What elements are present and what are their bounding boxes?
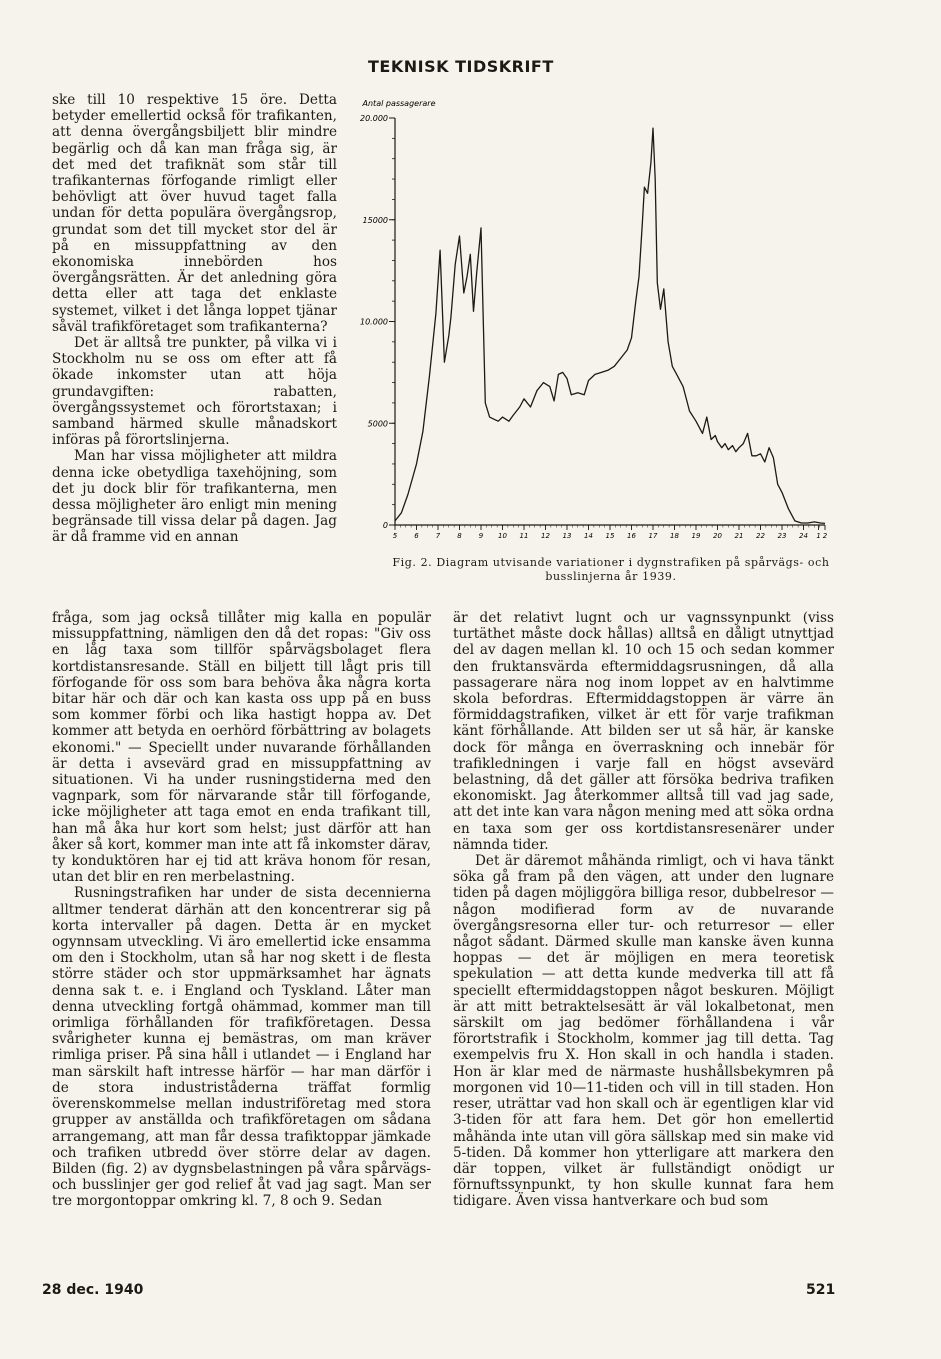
x-tick-label: 11 bbox=[519, 532, 529, 540]
y-tick-label: 15000 bbox=[362, 215, 388, 225]
journal-title: TEKNISK TIDSKRIFT bbox=[368, 57, 554, 76]
y-tick-label: 20.000 bbox=[360, 114, 388, 123]
x-tick-label: 17 bbox=[648, 532, 658, 540]
x-tick-label: 14 bbox=[584, 532, 593, 540]
paragraph: Man har vissa möjligheter att mildra denna icke obetydliga taxehöjning, som det ju dock blir för trafikanterna, men dessa möjligheter äro enligt min mening begränsade till vissa delar på dagen. Jag är då framme vid en annan bbox=[52, 448, 337, 546]
y-tick-label: 0 bbox=[382, 521, 388, 530]
paragraph: Det är däremot måhända rimligt, och vi hava tänkt söka gå fram på den vägen, att under den lugnare tiden på dagen möjliggöra billiga resor, dubbelresor — någon modifierad form av de nuvarande övergångsresorna eller tur- och returresor — eller något sådant. Därmed skulle man kanske även kunna hoppas — det är möjligen en mera teoretisk spekulation — att detta kunde medverka till att få speciellt eftermiddagstoppen något beskuren. Möjligt är att mitt betraktelsesätt är väl lokalbetonat, men särskilt om jag bedömer förhållandena i vår förortstrafik i Stockholm, kommer jag till detta. Tag exempelvis fru X. Hon skall in och handla i staden. Hon är klar med de närmaste hushållsbekymren på morgonen vid 10—11-tiden och vill in till staden. Hon reser, uträttar vad hon skall och är egentligen klar vid 3-tiden för att fara hem. Det gör hon emellertid måhända inte utan vill göra sällskap med sin make vid 5-tiden. Då kommer hon ytterligare att markera den där toppen, vilket är fullständigt onödigt ur förnuftssynpunkt, ty hon skulle kunnat fara hem tidigare. Även vissa hantverkare och bud som bbox=[453, 853, 834, 1210]
x-tick-label: 6 bbox=[414, 532, 419, 540]
text-column-left-top bbox=[52, 92, 337, 546]
figure-caption: Fig. 2. Diagram utvisande variationer i dygnstrafiken på spårvägs- och busslinjerna år 1939. bbox=[392, 556, 830, 583]
x-tick-label: 10 bbox=[498, 532, 507, 540]
x-tick-label: 1 bbox=[816, 532, 821, 540]
x-tick-label: 19 bbox=[691, 532, 701, 540]
paragraph: Rusningstrafiken har under de sista decennierna alltmer tenderat därhän att den koncentrerar sig på korta intervaller på dagen. Detta är en mycket ogynnsam utveckling. Vi äro emellertid icke ensamma om den i Stockholm, utan så har nog skett i de flesta större städer och stor uppmärksamhet har ägnats denna sak t. e. i England och Tyskland. Låter man denna utveckling fortgå ohämmad, kommer man till orimliga förhållanden för trafikföretagen. Dessa svårigheter kunna ej bemästras, om man kräver rimliga priser. På sina håll i utlandet — i England har man särskilt haft intresse härför — har man därför i de stora industriståderna träffat formlig överenskommelse mellan industriföretag med stora grupper av anställda och trafikföretagen om sådana arrangemang, att man får dessa trafiktoppar jämkade och trafiken utbredd över större delar av dagen. Bilden (fig. 2) av dygnsbelastningen på våra spårvägs- och busslinjer ger god relief åt vad jag sagt. Man ser tre morgontoppar omkring kl. 7, 8 och 9. Sedan bbox=[52, 885, 431, 1210]
y-axis-label: Antal passagerare bbox=[362, 99, 436, 108]
x-tick-label: 5 bbox=[392, 532, 398, 540]
footer-date: 28 dec. 1940 bbox=[42, 1282, 144, 1298]
x-tick-label: 20 bbox=[713, 532, 722, 540]
x-tick-label: 23 bbox=[777, 532, 787, 540]
paragraph: ske till 10 respektive 15 öre. Detta betyder emellertid också för trafikanten, att denna övergångsbiljett blir mindre begärlig och då kan man fråga sig, är det med det trafiknät som står till trafikanternas förfogande rimligt eller behövligt att över huvud taget falla undan för detta populära övergångsrop, grundat som det till mycket stor del är på en missuppfattning av den ekonomiska innebörden hos övergångsrätten. Är det anledning göra detta eller att taga det enklaste systemet, vilket i det långa loppet tjänar såväl trafikföretaget som trafikanterna? bbox=[52, 92, 337, 335]
figure-2-chart bbox=[345, 85, 835, 555]
y-tick-label: 5000 bbox=[367, 419, 388, 429]
text-column-right bbox=[453, 610, 834, 1210]
page-number: 521 bbox=[806, 1282, 836, 1298]
x-tick-label: 15 bbox=[605, 532, 615, 540]
paragraph: Det är alltså tre punkter, på vilka vi i Stockholm nu se oss om efter att få ökade inkomster utan att höja grundavgiften: rabatten, övergångssystemet och förortstaxan; i samband härmed skulle månadskort införas på förortslinjerna. bbox=[52, 335, 337, 449]
x-tick-label: 21 bbox=[734, 532, 744, 540]
chart-svg bbox=[345, 85, 835, 555]
series-line bbox=[395, 128, 825, 523]
x-tick-label: 22 bbox=[756, 532, 765, 540]
x-tick-label: 2 bbox=[822, 532, 828, 540]
x-tick-label: 8 bbox=[457, 532, 462, 540]
y-tick-label: 10.000 bbox=[360, 317, 388, 327]
x-tick-label: 9 bbox=[478, 532, 484, 540]
x-tick-label: 7 bbox=[435, 532, 441, 540]
x-tick-label: 16 bbox=[627, 532, 636, 540]
paragraph: fråga, som jag också tillåter mig kalla en populär missuppfattning, nämligen den då det ropas: "Giv oss en låg taxa som tillför spårvägsbolaget flera kortdistansresande. Ställ en biljett till lågt pris till förfogande för oss som bara behöva åka några korta bitar här och där och kan kasta oss upp på en buss som kommer förbi och lika hastigt hoppa av. Det kommer att betyda en oerhörd förbättring av bolagets ekonomi." — Speciellt under nuvarande förhållanden är detta i avsevärd grad en missuppfattning av situationen. Vi ha under rusningstiderna med den vagnpark, som för närvarande står till förfogande, icke möjligheter att taga emot en enda trafikant till, han må åka hur kort som helst; just därför att han åker så kort, kommer man inte att få inkomster därav, ty konduktören har ej tid att kräva honom för resan, utan det blir en ren merbelastning. bbox=[52, 610, 431, 886]
x-tick-label: 13 bbox=[562, 532, 572, 540]
x-tick-label: 24 bbox=[799, 532, 808, 540]
x-tick-label: 18 bbox=[670, 532, 679, 540]
paragraph: är det relativt lugnt och ur vagnssynpunkt (viss turtäthet måste dock hållas) alltså en dåligt utnyttjad del av dagen mellan kl. 10 och 15 och sedan kommer den fruktansvärda eftermiddagsrusningen, då alla passagerare nära nog inom loppet av en halvtimme skola befordras. Eftermiddagstoppen är värre än förmiddagstrafiken, vilket är ett för varje trafikman känt förhållande. Att bilden ser ut så här, är kanske dock för många en överraskning och innebär för trafikledningen i varje fall en högst avsevärd belastning, då det gäller att försöka bedriva trafiken ekonomiskt. Jag återkommer alltså till vad jag sade, att det inte kan vara någon mening med att söka ordna en taxa som ger oss kortdistansresenärer under nämnda tider. bbox=[453, 610, 834, 853]
x-tick-label: 12 bbox=[541, 532, 550, 540]
text-column-left-bottom bbox=[52, 610, 431, 1210]
